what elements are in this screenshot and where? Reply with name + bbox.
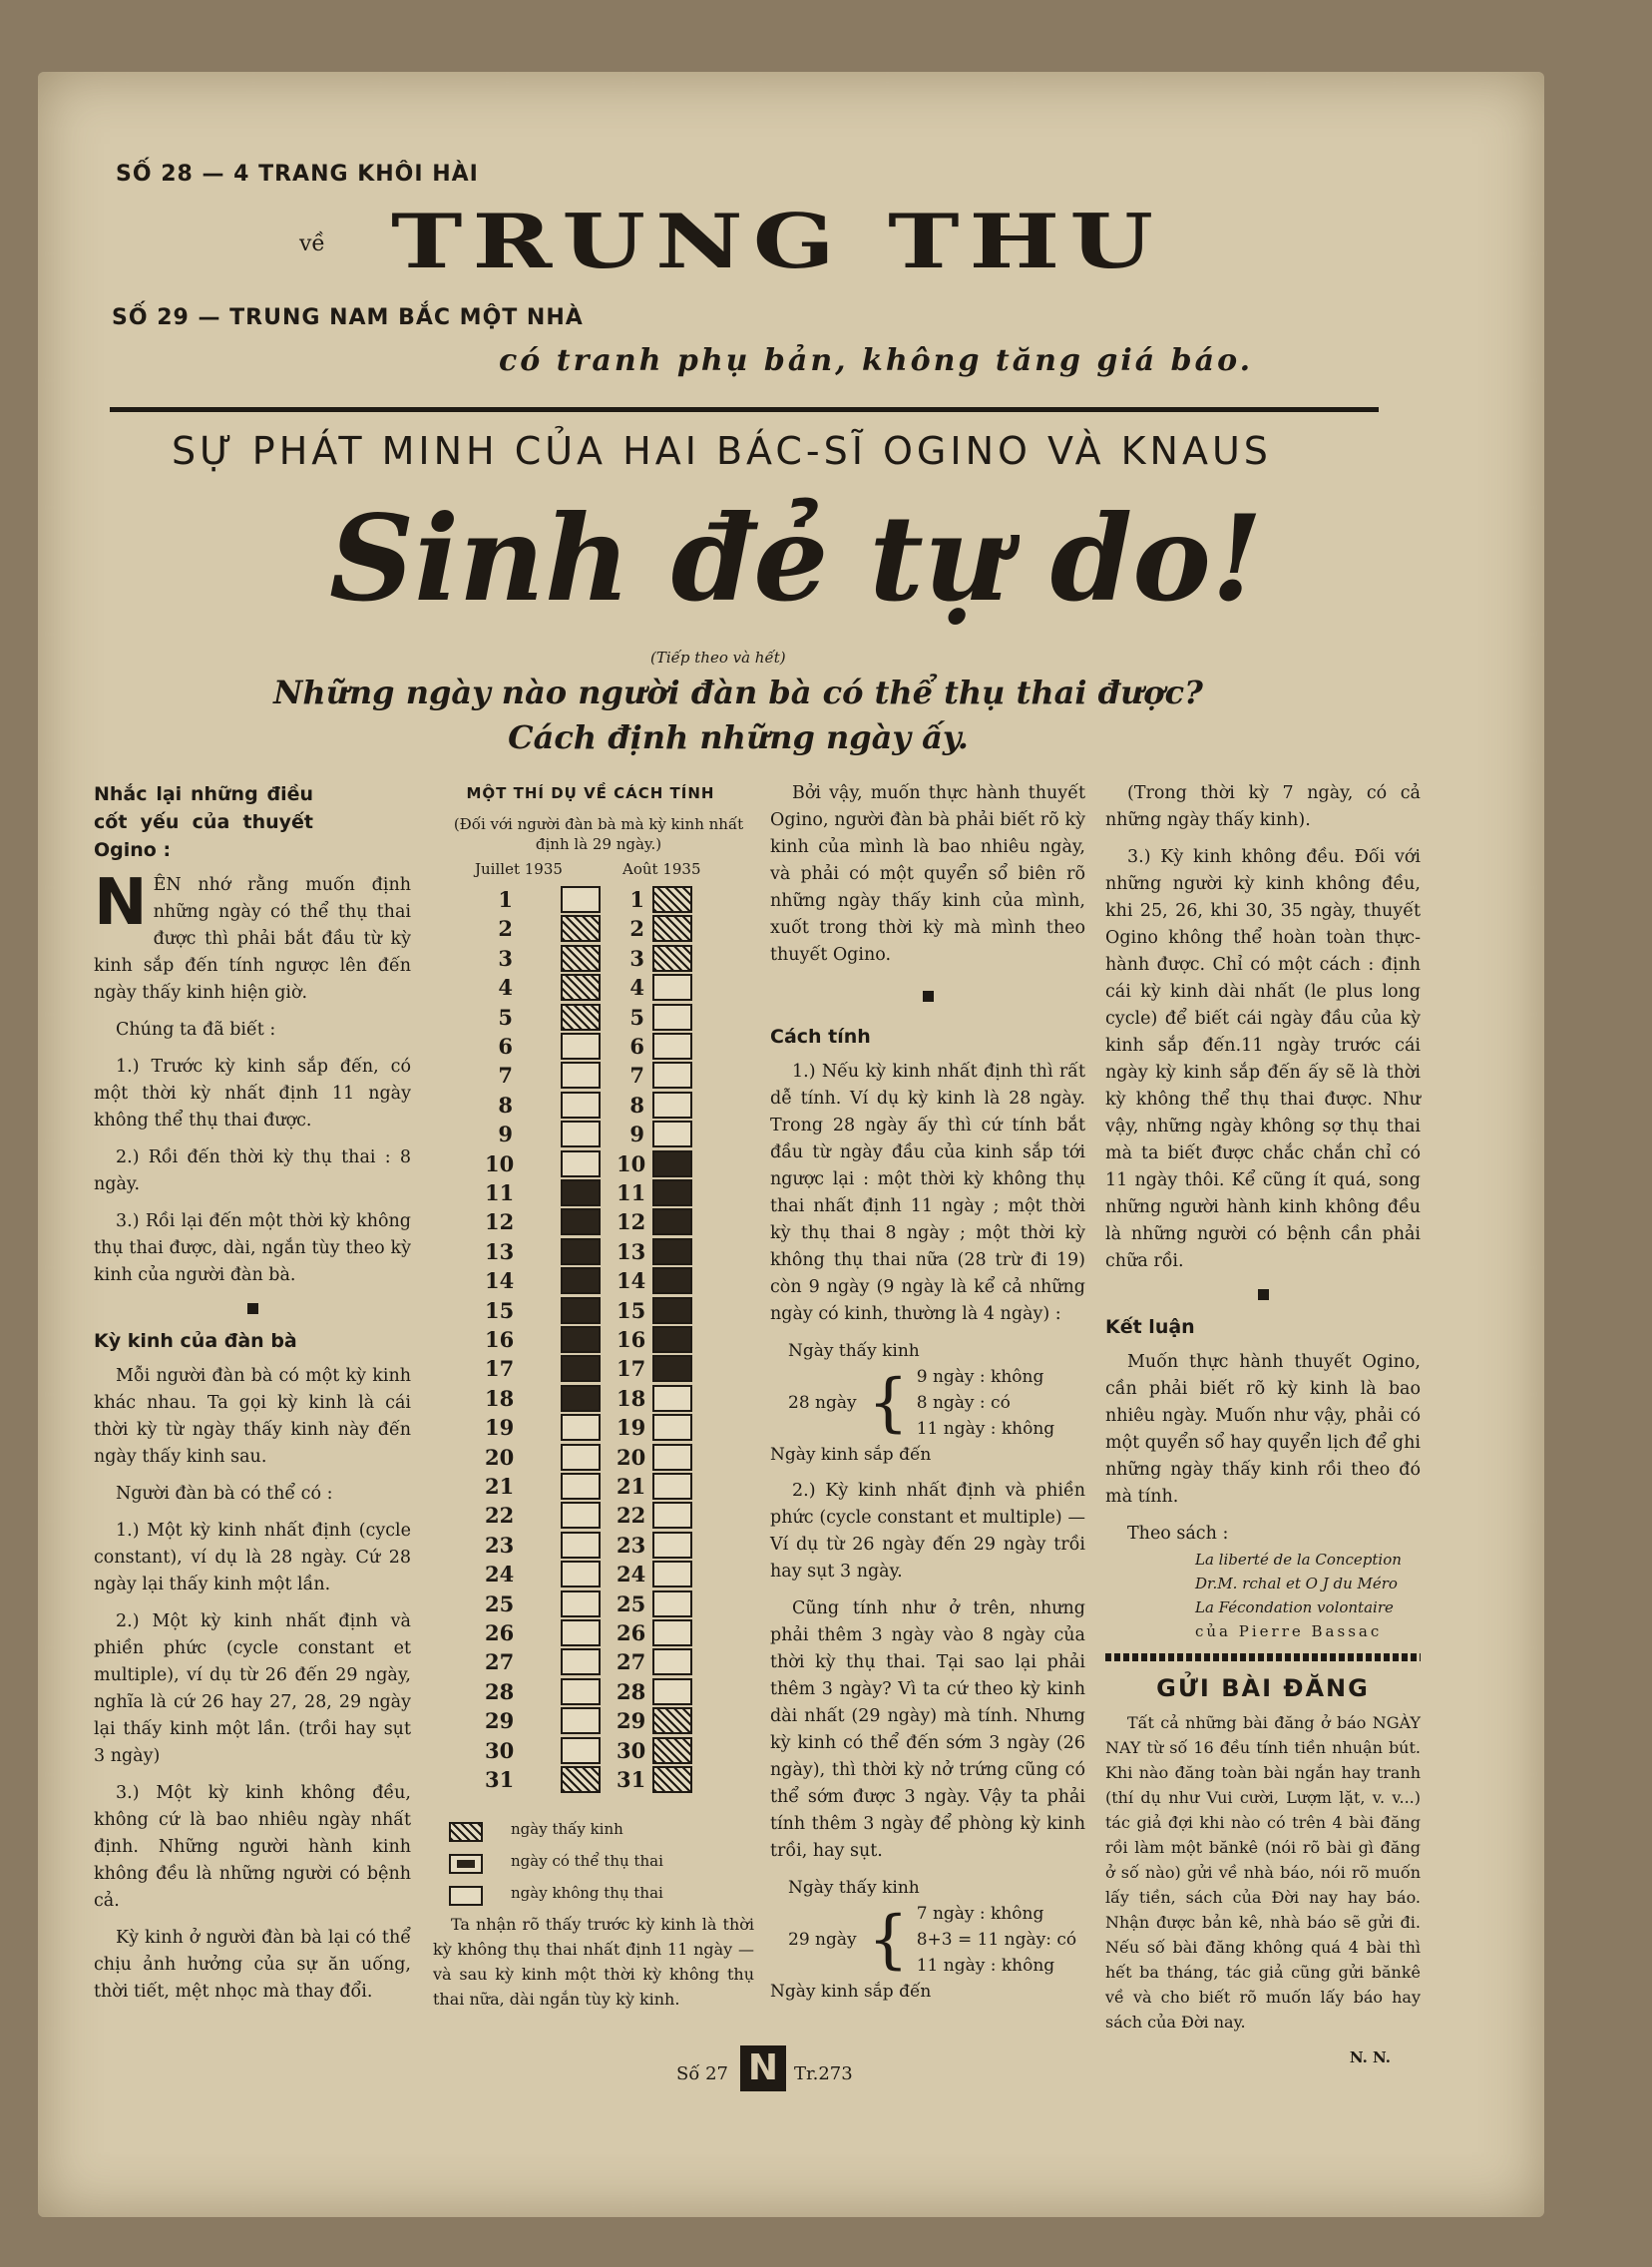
august-day-cell	[652, 1121, 692, 1147]
july-day-cell	[561, 886, 601, 913]
col3-p1: Bởi vậy, muốn thực hành thuyết Ogino, người đàn bà phải biết rõ kỳ kinh của mình là bao nhiêu ngày, và phải có một quyển sổ biên rõ những ngày thấy kinh của mình, xuốt trong thời kỳ mà mình theo thuyết Ogino.	[770, 783, 1085, 965]
august-day-cell	[652, 1033, 692, 1060]
calendar-grid	[485, 886, 718, 1804]
t2-left: 29 ngày	[788, 1930, 857, 1950]
august-day-cell	[652, 1414, 692, 1441]
ref-1: La liberté de la Conception	[1195, 1551, 1402, 1569]
august-day-cell	[652, 886, 692, 913]
wavy-divider	[1105, 1653, 1421, 1661]
col4-source-label: Theo sách :	[1127, 1524, 1229, 1544]
july-day-number: 16	[485, 1327, 515, 1352]
article-continued: (Tiếp theo và hết)	[650, 649, 786, 667]
august-day-cell	[652, 1561, 692, 1587]
august-day-number: 18	[617, 1385, 646, 1411]
august-day-cell	[652, 1150, 692, 1177]
article-question-1: Những ngày nào người đàn bà có thể thụ thai được?	[273, 674, 1203, 711]
july-day-number: 5	[498, 1004, 513, 1030]
july-day-number: 14	[485, 1268, 515, 1294]
july-day-cell	[561, 915, 601, 942]
t2-top: Ngày thấy kinh	[788, 1878, 920, 1898]
col1-p6: Mỗi người đàn bà có một kỳ kinh khác nhau. Ta gọi kỳ kinh là cái thời kỳ từ ngày thấy kinh này đến ngày thấy kinh sau.	[94, 1366, 411, 1467]
article-question-2: Cách định những ngày ấy.	[508, 718, 969, 756]
col1-p5: 3.) Rồi lại đến một thời kỳ không thụ thai được, dài, ngắn tùy theo kỳ kinh của người đàn bà.	[94, 1211, 411, 1285]
legend-fertile: ngày có thể thụ thai	[511, 1852, 663, 1870]
col3-heading: Cách tính	[770, 1026, 871, 1048]
july-day-number: 25	[485, 1590, 515, 1616]
july-day-number: 18	[485, 1385, 515, 1411]
col1-heading: Nhắc lại những điều cốt yếu của thuyết Ogino :	[94, 783, 313, 861]
july-day-cell	[561, 1502, 601, 1529]
col4-p2: 3.) Kỳ kinh không đều. Đối với những người kỳ kinh không đều, khi 25, 26, khi 30, 35 ngày, thuyết Ogino không thể hoàn toàn thực-hành được. Chỉ có một cách : định cái kỳ kinh dài nhất (le plus long cycle) để biết cái ngày đầu của kỳ kinh sắp đến.11 ngày trước cái ngày kỳ kinh sắp đến ấy sẽ là thời kỳ không thể thụ thai được. Như vậy, những ngày không sợ thụ thai mà ta biết được chắc chắn chỉ có 11 ngày thôi. Kể cũng ít quá, song những người hành kinh không đều là những người có bệnh cần phải chữa rồi.	[1105, 847, 1421, 1271]
calendar-subtitle: (Đối với người đàn bà mà kỳ kinh nhất định là 29 ngày.)	[453, 815, 744, 853]
ref-2: Dr.M. rchal et O J du Méro	[1195, 1575, 1398, 1592]
header-title: TRUNG THU	[391, 198, 1163, 286]
august-day-number: 12	[617, 1209, 646, 1235]
august-day-number: 22	[617, 1503, 646, 1529]
august-day-number: 25	[617, 1590, 646, 1616]
legend-swatch-fertile	[449, 1854, 483, 1874]
july-day-cell	[561, 1532, 601, 1559]
col1-p7: Người đàn bà có thể có :	[116, 1484, 333, 1504]
july-day-number: 9	[498, 1122, 513, 1147]
july-day-number: 12	[485, 1209, 515, 1235]
july-day-number: 20	[485, 1444, 515, 1470]
july-day-cell	[561, 1414, 601, 1441]
legend-swatch-period	[449, 1822, 483, 1842]
t2-bottom: Ngày kinh sắp đến	[770, 1982, 932, 2002]
col1-p4: 2.) Rồi đến thời kỳ thụ thai : 8 ngày.	[94, 1147, 411, 1194]
august-day-cell	[652, 1355, 692, 1382]
july-day-cell	[561, 1678, 601, 1705]
july-day-cell	[561, 1619, 601, 1646]
july-day-cell	[561, 1766, 601, 1793]
july-day-number: 21	[485, 1474, 515, 1499]
july-day-cell	[561, 1385, 601, 1412]
july-day-number: 10	[485, 1150, 515, 1176]
t2-a: 7 ngày : không	[916, 1904, 1044, 1924]
july-day-number: 17	[485, 1356, 515, 1382]
august-day-cell	[652, 1678, 692, 1705]
july-day-number: 1	[498, 887, 513, 912]
july-day-cell	[561, 1121, 601, 1147]
august-day-number: 4	[629, 975, 644, 1001]
august-day-number: 3	[629, 945, 644, 971]
col3-p3: 2.) Kỳ kinh nhất định và phiền phức (cycle constant et multiple) — Ví dụ từ 26 ngày đến 29 ngày trồi hay sụt 3 ngày.	[770, 1481, 1085, 1582]
july-day-cell	[561, 1238, 601, 1265]
col3-p2: 1.) Nếu kỳ kinh nhất định thì rất dễ tính. Ví dụ kỳ kinh là 28 ngày. Trong 28 ngày ấy thì cứ tính bắt đầu từ ngày đầu của kinh sắp tới ngược lại : một thời kỳ không thụ thai nhất định 11 ngày ; một thời kỳ thụ thai 8 ngày ; một thời kỳ không thụ thai nữa (28 trừ đi 19) còn 9 ngày (9 ngày là kể cả những ngày có kinh, thường là 4 ngày) :	[770, 1062, 1085, 1324]
august-day-number: 29	[617, 1708, 646, 1734]
july-day-cell	[561, 1150, 601, 1177]
newspaper-logo: N	[740, 2045, 786, 2091]
august-day-cell	[652, 1062, 692, 1089]
august-day-cell	[652, 1707, 692, 1734]
footer-issue: Số 27	[676, 2063, 728, 2084]
t1-left: 28 ngày	[788, 1393, 857, 1413]
july-day-cell	[561, 1004, 601, 1031]
july-day-number: 13	[485, 1238, 515, 1264]
august-day-number: 10	[617, 1150, 646, 1176]
july-day-cell	[561, 1033, 601, 1060]
col1-p2: Chúng ta đã biết :	[116, 1020, 276, 1040]
july-day-cell	[561, 1444, 601, 1471]
august-day-cell	[652, 1473, 692, 1500]
july-day-cell	[561, 1707, 601, 1734]
july-day-number: 31	[485, 1767, 515, 1792]
t1-a: 9 ngày : không	[916, 1367, 1044, 1387]
july-day-number: 8	[498, 1092, 513, 1118]
brace: {	[868, 1366, 909, 1440]
august-day-cell	[652, 1502, 692, 1529]
july-day-cell	[561, 1062, 601, 1089]
col4-references	[1195, 1548, 1421, 1643]
august-day-number: 28	[617, 1678, 646, 1704]
august-day-cell	[652, 1385, 692, 1412]
calendar-month-august: Août 1935	[622, 860, 701, 878]
august-day-number: 15	[617, 1297, 646, 1323]
t1-c: 11 ngày : không	[916, 1419, 1055, 1439]
july-day-cell	[561, 1326, 601, 1353]
august-day-number: 7	[629, 1063, 644, 1089]
notice-issue-29: SỐ 29 — TRUNG NAM BẮC MỘT NHÀ	[112, 305, 584, 330]
july-day-cell	[561, 1179, 601, 1206]
july-day-number: 19	[485, 1415, 515, 1441]
august-day-number: 6	[629, 1034, 644, 1059]
july-day-cell	[561, 1267, 601, 1294]
august-day-cell	[652, 1648, 692, 1675]
ref-4: của Pierre Bassac	[1195, 1622, 1383, 1640]
t2-b: 8+3 = 11 ngày: có	[916, 1930, 1077, 1950]
august-day-cell	[652, 915, 692, 942]
col1-p9: 2.) Một kỳ kinh nhất định và phiền phức (cycle constant et multiple), ví dụ từ 26 đến 29 ngày, nghĩa là cứ 26 hay 27, 28, 29 ngày lại thấy kinh một lần. (trồi hay sụt 3 ngày)	[94, 1611, 411, 1766]
notice-issue-28: SỐ 28 — 4 TRANG KHÔI HÀI	[116, 162, 479, 187]
gui-bai-title: GỬI BÀI ĐĂNG	[1156, 1674, 1370, 1702]
august-day-number: 9	[629, 1122, 644, 1147]
article-subhead: SỰ PHÁT MINH CỦA HAI BÁC-SĨ OGINO VÀ KNAUS	[172, 429, 1272, 473]
august-day-cell	[652, 1297, 692, 1324]
legend-swatch-infertile	[449, 1886, 483, 1906]
august-day-number: 2	[629, 916, 644, 942]
august-day-number: 5	[629, 1004, 644, 1030]
august-day-number: 11	[617, 1180, 646, 1205]
cycle-table-29	[770, 1875, 1085, 2005]
july-day-cell	[561, 1208, 601, 1235]
col1-p8: 1.) Một kỳ kinh nhất định (cycle constant), ví dụ là 28 ngày. Cứ 28 ngày lại thấy kinh một lần.	[94, 1521, 411, 1594]
section-separator	[1258, 1289, 1269, 1300]
column-3	[770, 780, 1085, 2005]
july-day-cell	[561, 1092, 601, 1119]
july-day-number: 23	[485, 1532, 515, 1558]
article-title: Sinh đẻ tự do!	[329, 489, 1263, 628]
july-day-number: 27	[485, 1649, 515, 1675]
august-day-number: 17	[617, 1356, 646, 1382]
august-day-cell	[652, 1208, 692, 1235]
t1-bottom: Ngày kinh sắp đến	[770, 1445, 932, 1465]
t1-top: Ngày thấy kinh	[788, 1341, 920, 1361]
july-day-cell	[561, 945, 601, 972]
header-rule	[110, 407, 1379, 412]
august-day-cell	[652, 1737, 692, 1764]
brace: {	[868, 1903, 909, 1977]
july-day-number: 30	[485, 1737, 515, 1763]
ref-3: La Fécondation volontaire	[1195, 1598, 1394, 1616]
august-day-cell	[652, 1619, 692, 1646]
august-day-number: 26	[617, 1620, 646, 1645]
col1-p3: 1.) Trước kỳ kinh sắp đến, có một thời kỳ nhất định 11 ngày không thể thụ thai được.	[94, 1057, 411, 1131]
gui-bai-body: Tất cả những bài đăng ở báo NGÀY NAY từ số 16 đều tính tiền nhuận bút. Khi nào đăng toàn bài ngắn hay tranh (thí dụ như Vui cười, Lượm lặt, v. v...) tác giả đợi khi nào có trên 4 bài đăng rồi làm một bănkê (nói rõ bài gì đăng ở số nào) gửi về nhà báo, nói rõ muốn lấy tiền, sách của Đời nay hay báo. Nhận được bản kê, nhà báo sẽ gửi đi. Nếu số bài đăng không quá 4 bài thì hết ba tháng, tác giả cũng gửi bănkê về và cho biết rõ muốn lấy báo hay sách của Đời nay.	[1105, 1713, 1421, 2032]
august-day-number: 31	[617, 1767, 646, 1792]
footer-page: Tr.273	[794, 2063, 853, 2084]
col1-p1: ÊN nhớ rằng muốn định những ngày có thể thụ thai được thì phải bắt đầu từ kỳ kinh sắp đến tính ngược lên đến ngày thấy kinh hiện giờ.	[94, 875, 411, 1003]
section-separator	[923, 991, 934, 1002]
august-day-number: 27	[617, 1649, 646, 1675]
august-day-number: 16	[617, 1327, 646, 1352]
august-day-number: 24	[617, 1562, 646, 1587]
august-day-cell	[652, 974, 692, 1001]
cycle-table-28	[770, 1338, 1085, 1468]
column-1	[94, 780, 411, 2016]
august-day-number: 23	[617, 1532, 646, 1558]
july-day-number: 4	[498, 975, 513, 1001]
august-day-number: 19	[617, 1415, 646, 1441]
july-day-number: 3	[498, 945, 513, 971]
header-tagline: có tranh phụ bản, không tăng giá báo.	[499, 343, 1254, 378]
july-day-cell	[561, 1297, 601, 1324]
july-day-number: 24	[485, 1562, 515, 1587]
col4-p1: (Trong thời kỳ 7 ngày, có cả những ngày thấy kinh).	[1105, 783, 1421, 830]
col4-heading: Kết luận	[1105, 1316, 1195, 1338]
august-day-number: 20	[617, 1444, 646, 1470]
august-day-number: 21	[617, 1474, 646, 1499]
august-day-cell	[652, 1267, 692, 1294]
august-day-cell	[652, 945, 692, 972]
august-day-cell	[652, 1004, 692, 1031]
july-day-number: 11	[485, 1180, 515, 1205]
t1-b: 8 ngày : có	[916, 1393, 1011, 1413]
dropcap: N	[94, 866, 148, 940]
col1-p10: 3.) Một kỳ kinh không đều, không cứ là bao nhiêu ngày nhất định. Những người hành kinh không đều là những người có bệnh cả.	[94, 1783, 411, 1911]
july-day-number: 28	[485, 1678, 515, 1704]
col1-p11: Kỳ kinh ở người đàn bà lại có thể chịu ảnh hưởng của sự ăn uống, thời tiết, mệt nhọc mà thay đổi.	[94, 1928, 411, 2002]
july-day-number: 15	[485, 1297, 515, 1323]
august-day-cell	[652, 1092, 692, 1119]
calendar-title: MỘT THÍ DỤ VỀ CÁCH TÍNH	[466, 784, 715, 802]
july-day-cell	[561, 1590, 601, 1617]
august-day-number: 14	[617, 1268, 646, 1294]
july-day-number: 26	[485, 1620, 515, 1645]
august-day-cell	[652, 1590, 692, 1617]
notice-ve: về	[299, 231, 325, 256]
july-day-cell	[561, 1561, 601, 1587]
column-4	[1105, 780, 1421, 2071]
col1-heading-2: Kỳ kinh của đàn bà	[94, 1330, 297, 1352]
july-day-cell	[561, 1737, 601, 1764]
section-separator	[247, 1303, 258, 1314]
july-day-cell	[561, 1355, 601, 1382]
july-day-cell	[561, 974, 601, 1001]
august-day-cell	[652, 1444, 692, 1471]
august-day-number: 13	[617, 1238, 646, 1264]
signature: N. N.	[1349, 2048, 1391, 2066]
august-day-number: 8	[629, 1092, 644, 1118]
august-day-cell	[652, 1179, 692, 1206]
july-day-number: 22	[485, 1503, 515, 1529]
august-day-cell	[652, 1238, 692, 1265]
august-day-number: 30	[617, 1737, 646, 1763]
calendar-month-july: Juillet 1935	[475, 860, 563, 878]
july-day-number: 6	[498, 1034, 513, 1059]
july-day-number: 7	[498, 1063, 513, 1089]
col4-p3: Muốn thực hành thuyết Ogino, cần phải biết rõ kỳ kinh là bao nhiêu ngày. Muốn như vậy, phải có một quyển sổ hay quyển lịch để ghi những ngày thấy kinh rồi theo đó mà tính.	[1105, 1352, 1421, 1507]
august-day-number: 1	[629, 887, 644, 912]
august-day-cell	[652, 1532, 692, 1559]
july-day-cell	[561, 1648, 601, 1675]
legend-period: ngày thấy kinh	[511, 1820, 623, 1838]
calendar-caption: Ta nhận rõ thấy trước kỳ kinh là thời kỳ không thụ thai nhất định 11 ngày — và sau kỳ kinh một thời kỳ không thụ thai nữa, dài ngắn tùy kỳ kinh.	[433, 1915, 754, 2009]
august-day-cell	[652, 1326, 692, 1353]
july-day-cell	[561, 1473, 601, 1500]
legend-infertile: ngày không thụ thai	[511, 1884, 663, 1902]
july-day-number: 29	[485, 1708, 515, 1734]
august-day-cell	[652, 1766, 692, 1793]
col3-p4: Cũng tính như ở trên, nhưng phải thêm 3 ngày vào 8 ngày của thời kỳ thụ thai. Tại sao lại phải thêm 3 ngày? Vì ta cứ theo kỳ kinh dài nhất (29 ngày) mà tính. Nhưng kỳ kinh có thể đến sớm 3 ngày (26 ngày), thì thời kỳ nở trứng cũng có thể sớm được 3 ngày. Vậy ta phải tính thêm 3 ngày để phòng kỳ kinh trồi, hay sụt.	[770, 1598, 1085, 1861]
july-day-number: 2	[498, 916, 513, 942]
t2-c: 11 ngày : không	[916, 1956, 1055, 1976]
